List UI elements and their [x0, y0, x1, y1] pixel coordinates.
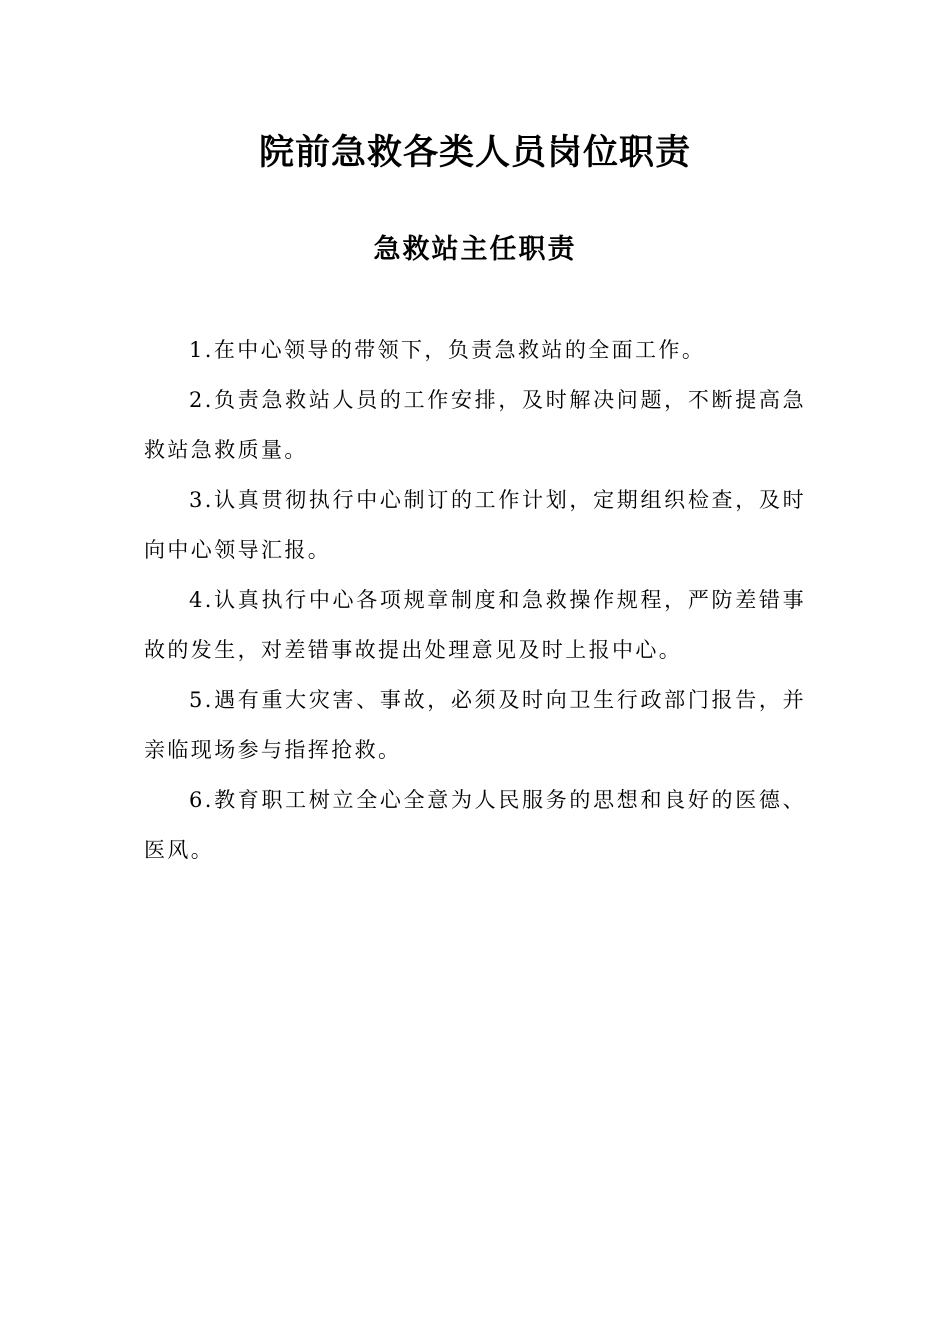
duty-item-4: 4.认真执行中心各项规章制度和急救操作规程，严防差错事故的发生，对差错事故提出处理意见及时上报中心。: [144, 588, 806, 662]
section-title: 急救站主任职责: [373, 234, 577, 265]
document-title: 院前急救各类人员岗位职责: [258, 132, 691, 173]
duty-item-3: 3.认真贯彻执行中心制订的工作计划，定期组织检查，及时向中心领导汇报。: [144, 488, 806, 562]
duty-item-5: 5.遇有重大灾害、事故，必须及时向卫生行政部门报告，并亲临现场参与指挥抢救。: [144, 688, 806, 762]
duty-item-6: 6.教育职工树立全心全意为人民服务的思想和良好的医德、医风。: [144, 788, 806, 862]
duty-item-1: 1.在中心领导的带领下，负责急救站的全面工作。: [189, 338, 706, 362]
duty-list: [144, 325, 806, 875]
duty-item-2: 2.负责急救站人员的工作安排，及时解决问题，不断提高急救站急救质量。: [144, 388, 806, 462]
